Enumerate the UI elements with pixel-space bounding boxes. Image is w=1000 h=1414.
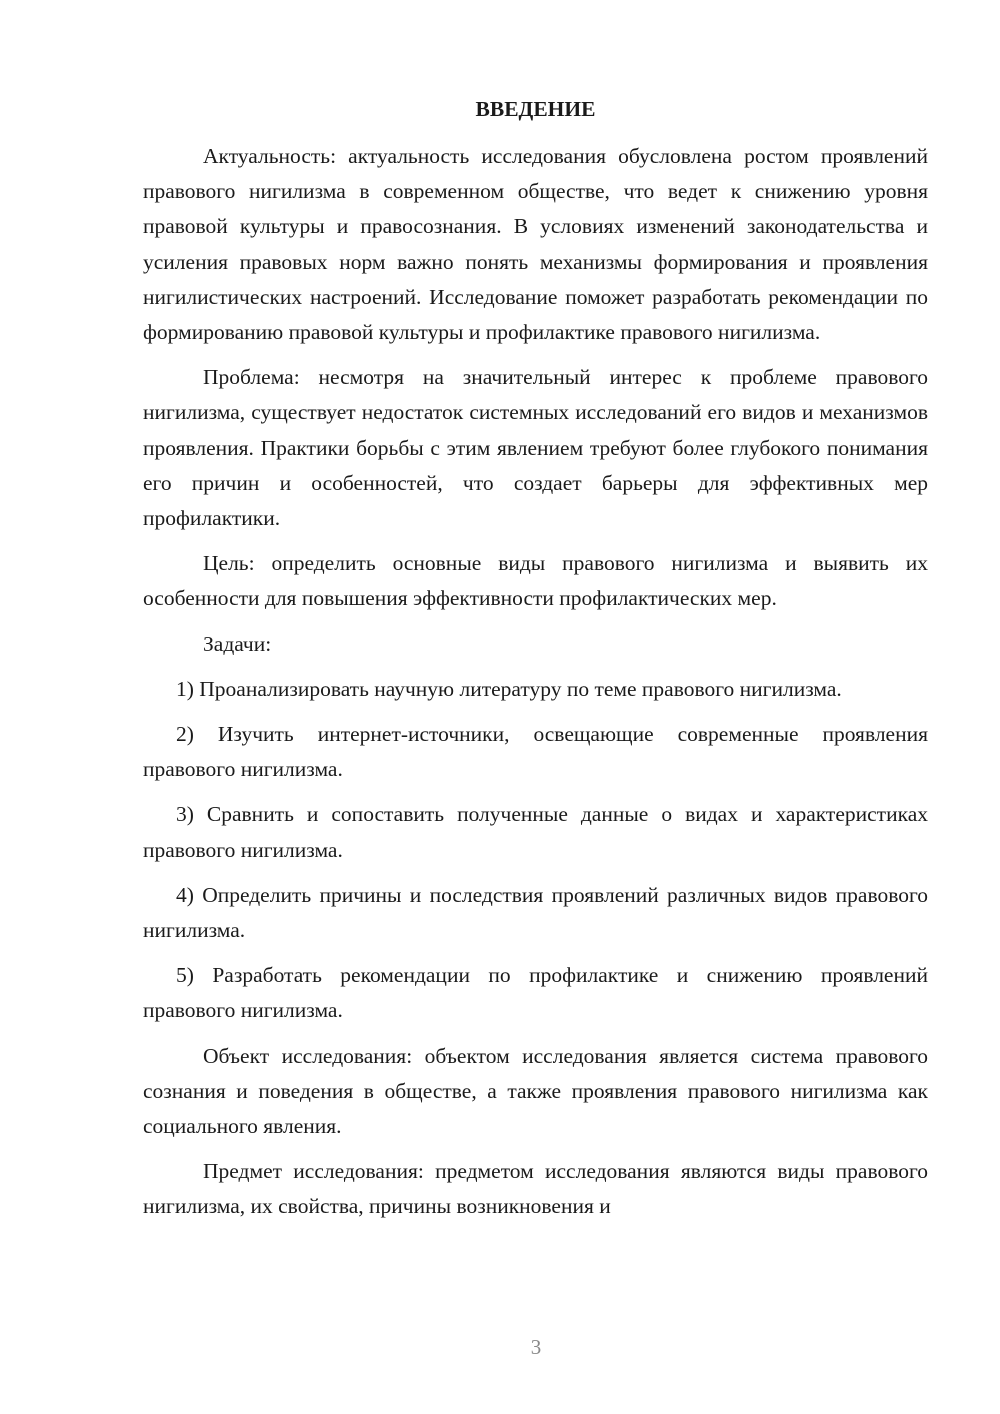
task-item: 2) Изучить интернет-источники, освещающие современные проявления правового нигилизма. (143, 722, 928, 782)
task-item: 1) Проанализировать научную литературу по теме правового нигилизма. (176, 676, 842, 701)
task-item: 3) Сравнить и сопоставить полученные данные о видах и характеристиках правового нигилизма. (143, 802, 928, 862)
tasks-label: Задачи: (203, 631, 272, 656)
page-number: 3 (530, 1335, 542, 1359)
goal-paragraph: Цель: определить основные виды правового нигилизма и выявить их особенности для повышения эффективности профилактических мер. (143, 551, 928, 611)
relevance-paragraph: Актуальность: актуальность исследования обусловлена ростом проявлений правового нигилизма в современном обществе, что ведет к снижению уровня правовой культуры и правосознания. В условиях изменений законодательства и усиления правовых норм важно понять механизмы формирования и проявления нигилистических настроений. Исследование поможет разработать рекомендации по формированию правовой культуры и профилактике правового нигилизма. (143, 144, 928, 345)
problem-paragraph: Проблема: несмотря на значительный интерес к проблеме правового нигилизма, существует недостаток системных исследований его видов и механизмов проявления. Практики борьбы с этим явлением требуют более глубокого понимания его причин и особенностей, что создает барьеры для эффективных мер профилактики. (143, 365, 928, 531)
task-item: 5) Разработать рекомендации по профилактике и снижению проявлений правового нигилизма. (143, 963, 928, 1023)
page-content (143, 92, 928, 1235)
subject-paragraph: Предмет исследования: предметом исследования являются виды правового нигилизма, их свойства, причины возникновения и (143, 1159, 928, 1219)
object-paragraph: Объект исследования: объектом исследования является система правового сознания и поведения в обществе, а также проявления правового нигилизма как социального явления. (143, 1043, 928, 1139)
task-item: 4) Определить причины и последствия проявлений различных видов правового нигилизма. (143, 882, 928, 943)
section-title: ВВЕДЕНИЕ (475, 97, 596, 121)
